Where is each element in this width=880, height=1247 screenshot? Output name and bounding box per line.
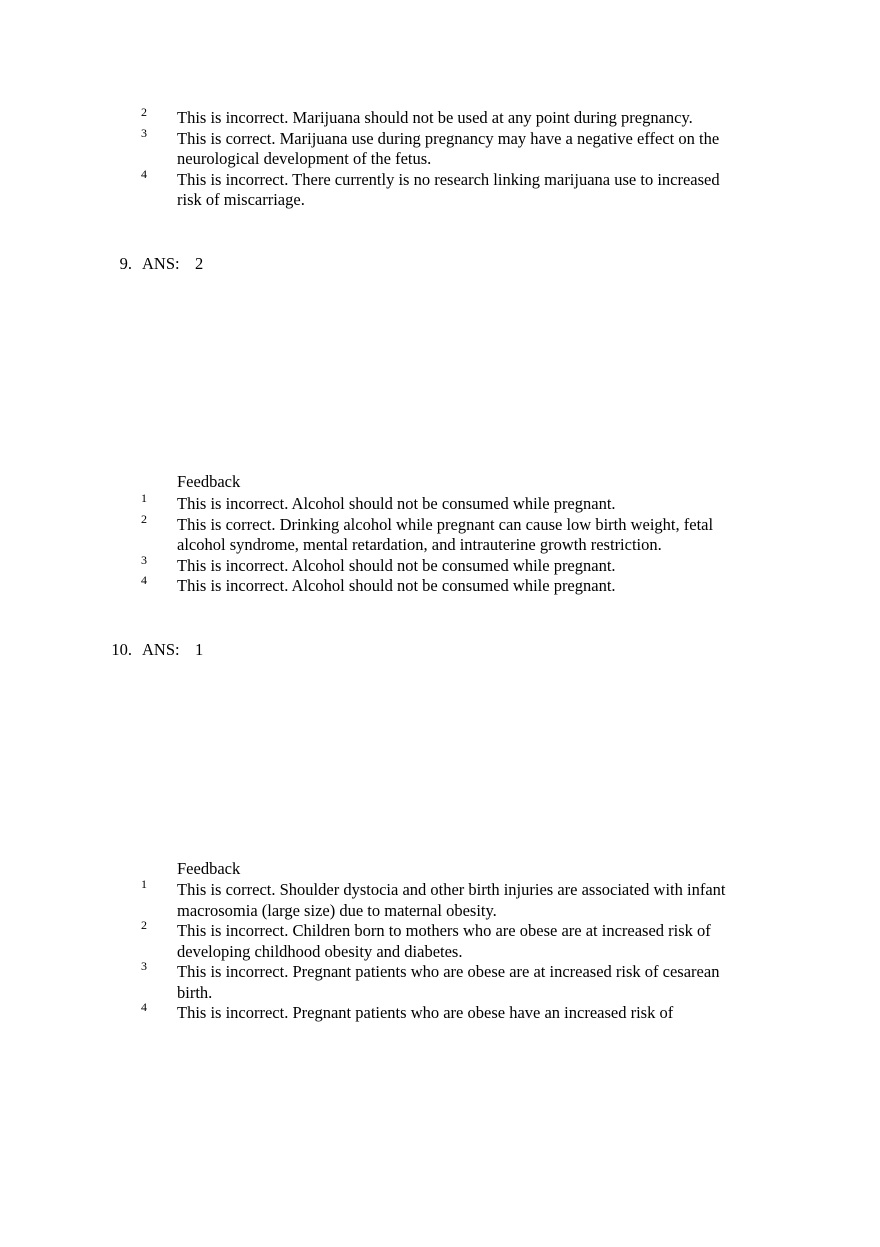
answer-label: ANS: xyxy=(142,640,180,659)
feedback-item-number: 1 xyxy=(141,491,147,505)
q9-feedback-list xyxy=(0,491,880,597)
feedback-item-number: 2 xyxy=(141,511,147,526)
q10-feedback-header: Feedback xyxy=(177,859,241,878)
feedback-item-number: 3 xyxy=(141,959,147,973)
answer-label: ANS: xyxy=(142,254,180,273)
feedback-item xyxy=(0,166,880,211)
feedback-item xyxy=(0,491,880,515)
feedback-item-text: This is correct. Shoulder dystocia and other birth injuries are associated with infant macrosomia (large size) due to maternal obesity. xyxy=(177,880,726,920)
feedback-item-number: 3 xyxy=(141,552,147,567)
feedback-item-text: This is incorrect. Pregnant patients who are obese have an increased risk of xyxy=(177,1003,674,1022)
feedback-item-text: This is incorrect. Alcohol should not be consumed while pregnant. xyxy=(177,555,616,575)
feedback-item-number: 2 xyxy=(141,918,147,932)
feedback-item xyxy=(0,573,880,597)
feedback-item xyxy=(0,105,880,129)
feedback-item-number: 2 xyxy=(141,105,147,119)
q8-feedback-list xyxy=(0,105,880,211)
feedback-item-number: 3 xyxy=(141,125,147,140)
answer-value: 2 xyxy=(195,254,204,273)
feedback-item-text: This is incorrect. Pregnant patients who are obese are at increased risk of cesarean birth. xyxy=(177,962,720,1002)
q10-feedback-list xyxy=(0,877,880,1024)
feedback-item-number: 4 xyxy=(141,1000,147,1014)
question-number: 9. xyxy=(119,254,132,273)
feedback-item-number: 1 xyxy=(141,877,147,891)
question-number: 10. xyxy=(111,640,132,659)
feedback-item xyxy=(0,959,880,1003)
feedback-item xyxy=(0,125,880,170)
feedback-item-number: 4 xyxy=(141,166,147,181)
feedback-item xyxy=(0,877,880,921)
feedback-item-text: This is correct. Drinking alcohol while pregnant can cause low birth weight, fetal alcohol syndrome, mental retardation, and intrauterine growth restriction. xyxy=(177,514,714,554)
feedback-item xyxy=(0,552,880,577)
feedback-item-text: This is incorrect. There currently is no research linking marijuana use to increased risk of miscarriage. xyxy=(177,169,720,209)
feedback-item-text: This is incorrect. Children born to mothers who are obese are at increased risk of developing childhood obesity and diabetes. xyxy=(177,921,711,961)
feedback-item-text: This is incorrect. Marijuana should not be used at any point during pregnancy. xyxy=(177,108,693,127)
feedback-item xyxy=(0,1000,880,1024)
q9-feedback-header: Feedback xyxy=(177,472,241,491)
feedback-item-number: 4 xyxy=(141,573,147,587)
feedback-item-text: This is incorrect. Alcohol should not be consumed while pregnant. xyxy=(177,576,616,595)
answer-value: 1 xyxy=(195,640,204,659)
feedback-item-text: This is correct. Marijuana use during pregnancy may have a negative effect on the neurological development of the fetus. xyxy=(177,128,720,168)
feedback-item-text: This is incorrect. Alcohol should not be consumed while pregnant. xyxy=(177,494,616,513)
feedback-item xyxy=(0,918,880,962)
feedback-item xyxy=(0,511,880,556)
